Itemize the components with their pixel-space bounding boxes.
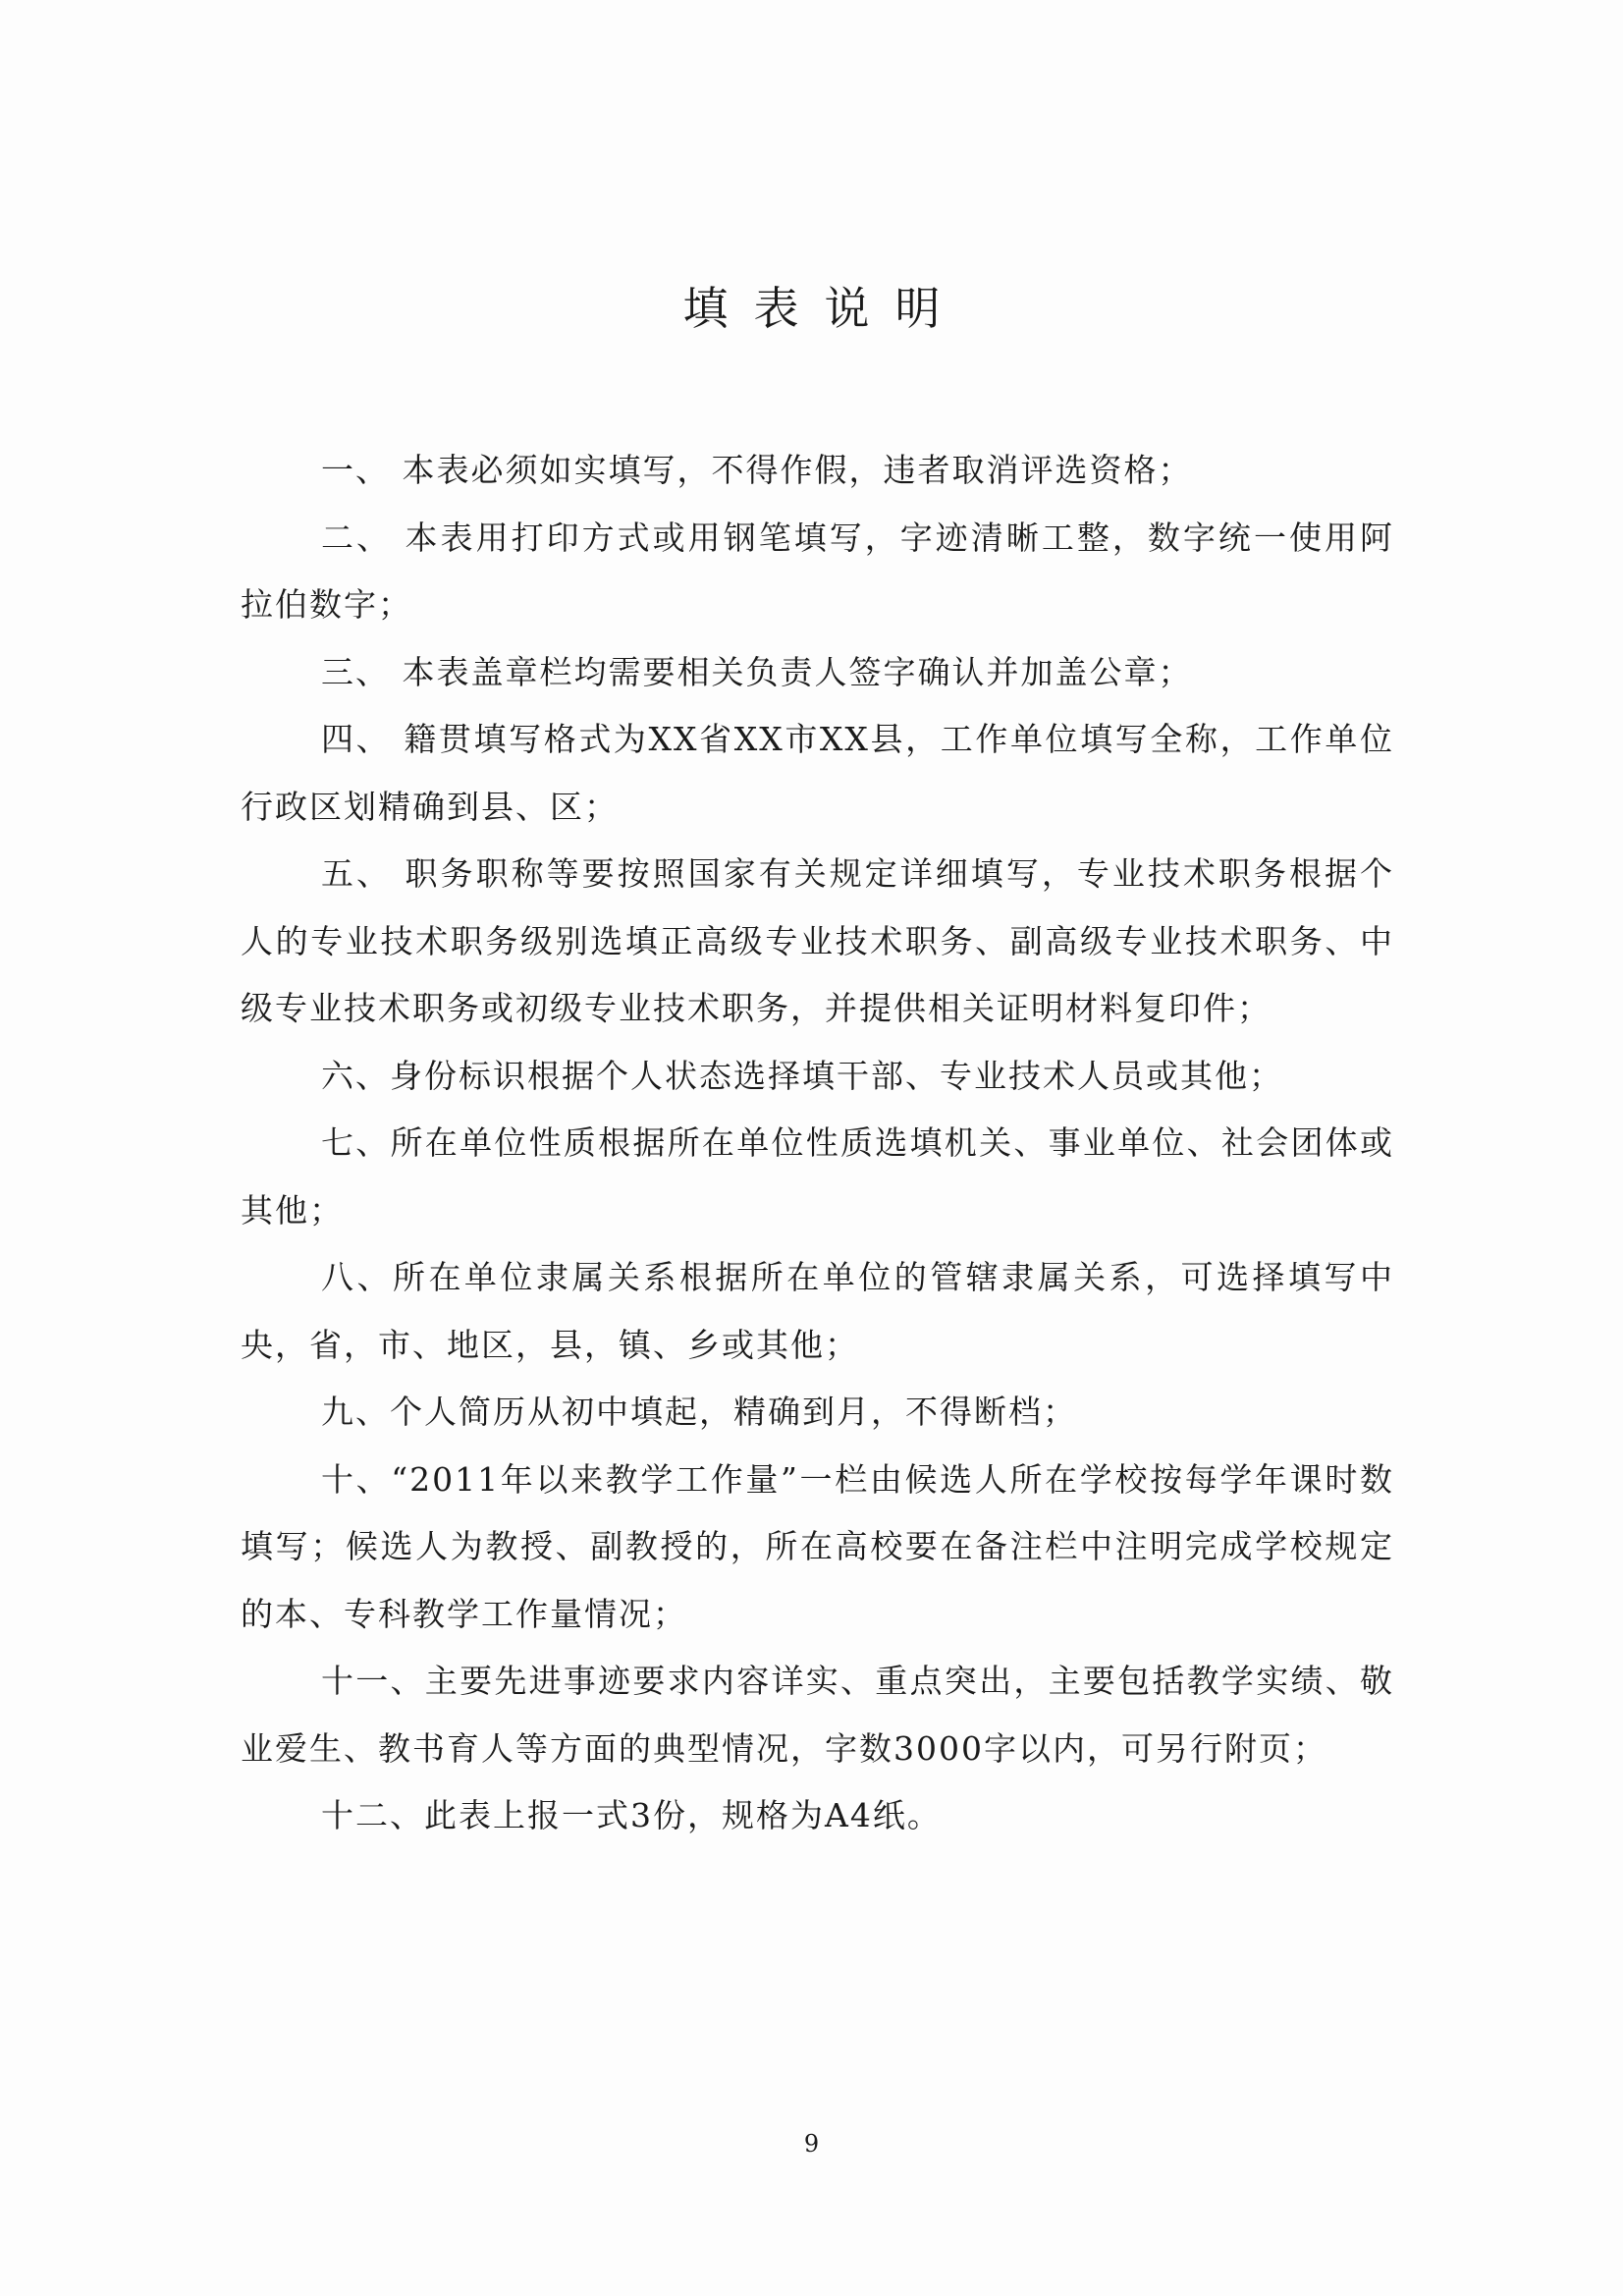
instructions-body — [241, 437, 1394, 1850]
page-title: 填表说明 — [682, 281, 966, 335]
instruction-item-12: 十二、此表上报一式3份，规格为A4纸。 — [321, 1796, 942, 1834]
instruction-item-7: 七、所在单位性质根据所在单位性质选填机关、事业单位、社会团体或其他； — [241, 1123, 1394, 1230]
instruction-item-6: 六、身份标识根据个人状态选择填干部、专业技术人员或其他； — [321, 1056, 1283, 1095]
instruction-item-4: 四、 籍贯填写格式为XX省XX市XX县，工作单位填写全称，工作单位行政区划精确到县、区； — [241, 720, 1394, 826]
instruction-item-9: 九、个人简历从初中填起，精确到月，不得断档； — [321, 1393, 1077, 1431]
instruction-item-5: 五、 职务职称等要按照国家有关规定详细填写，专业技术职务根据个人的专业技术职务级别选填正高级专业技术职务、副高级专业技术职务、中级专业技术职务或初级专业技术职务，并提供相关证明材料复印件； — [241, 854, 1394, 1027]
instruction-item-8: 八、所在单位隶属关系根据所在单位的管辖隶属关系，可选择填写中央，省，市、地区，县，镇、乡或其他； — [241, 1258, 1394, 1364]
instruction-item-2: 二、 本表用打印方式或用钢笔填写，字迹清晰工整，数字统一使用阿拉伯数字； — [241, 518, 1394, 624]
instruction-item-3: 三、 本表盖章栏均需要相关负责人签字确认并加盖公章； — [321, 652, 1193, 691]
instruction-item-1: 一、 本表必须如实填写，不得作假，违者取消评选资格； — [321, 451, 1193, 489]
instruction-item-10: 十、“2011年以来教学工作量”一栏由候选人所在学校按每学年课时数填写；候选人为教授、副教授的，所在高校要在备注栏中注明完成学校规定的本、专科教学工作量情况； — [241, 1459, 1394, 1633]
page-number: 9 — [803, 2130, 820, 2158]
instruction-item-11: 十一、主要先进事迹要求内容详实、重点突出，主要包括教学实绩、敬业爱生、教书育人等方面的典型情况，字数3000字以内，可另行附页； — [241, 1662, 1394, 1768]
